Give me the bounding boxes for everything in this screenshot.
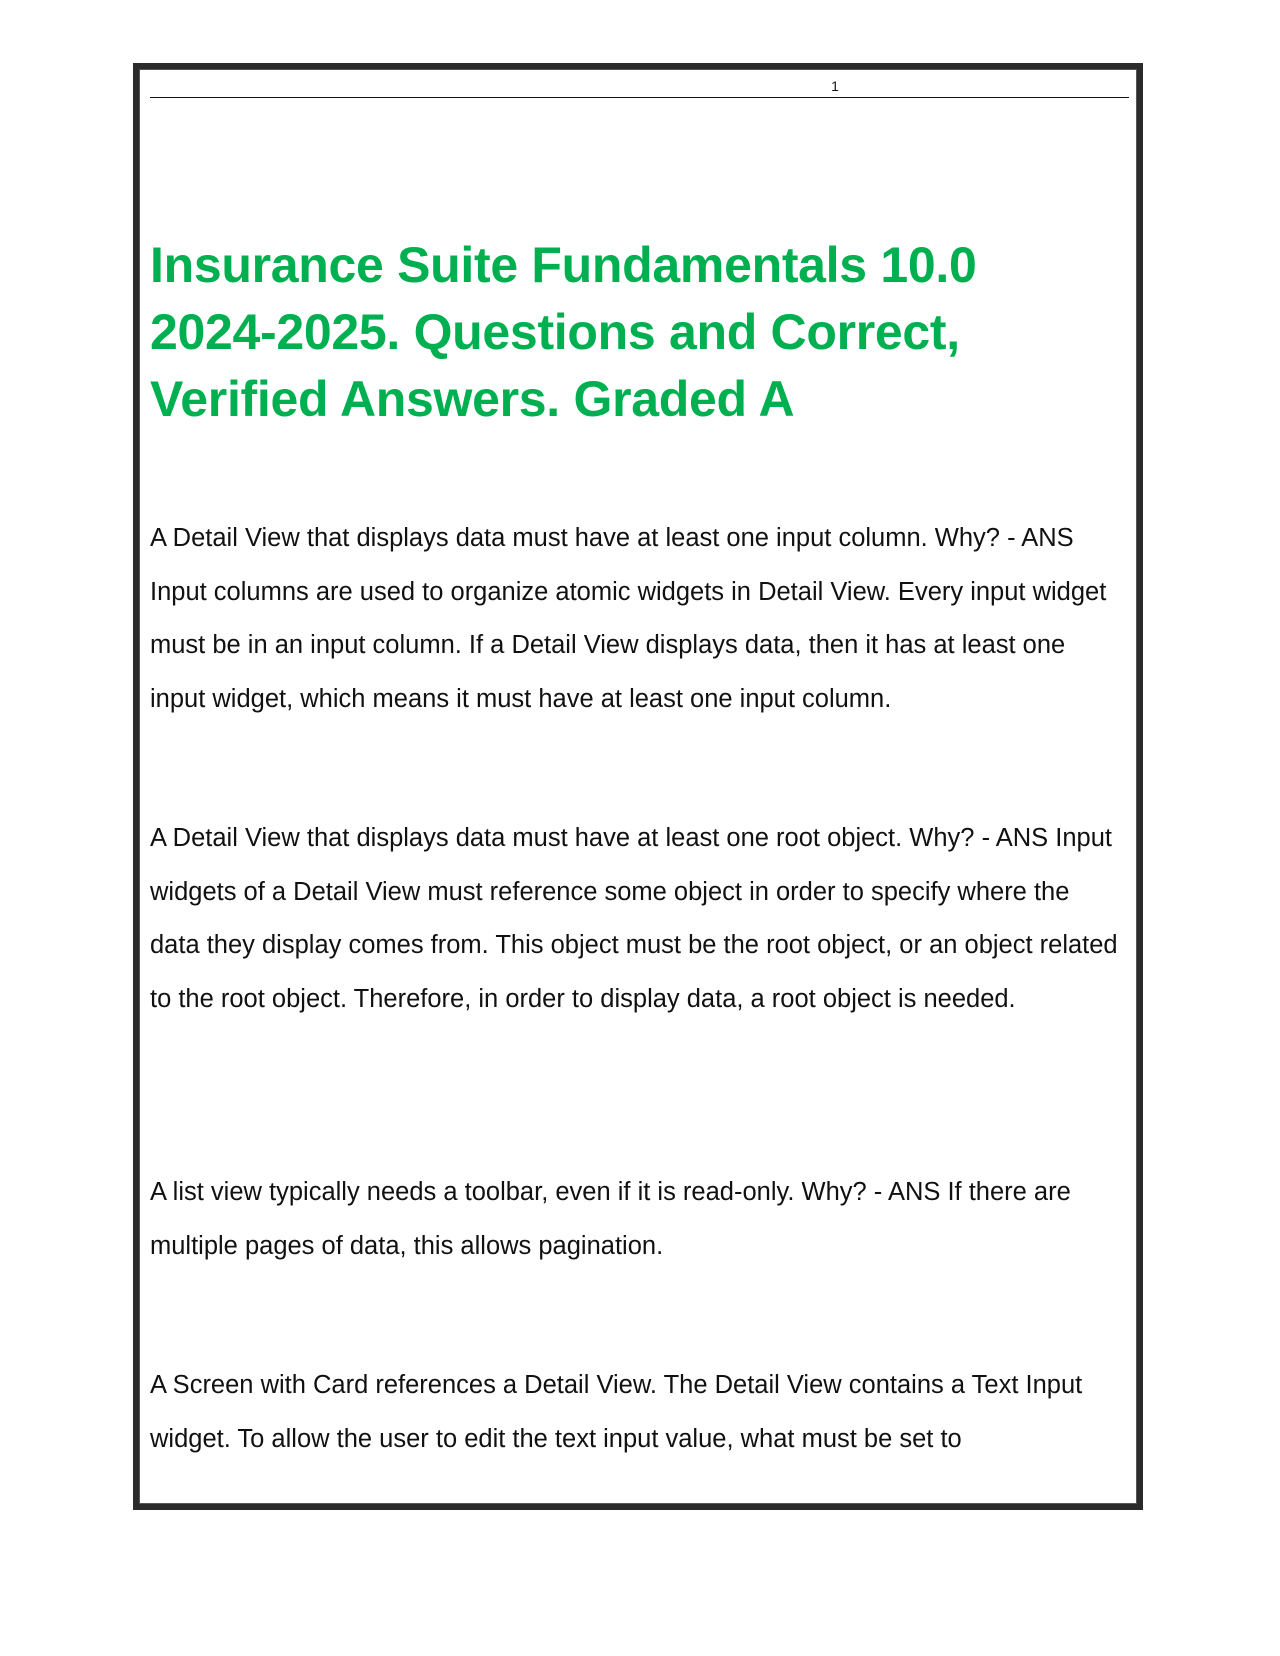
page-number: 1 bbox=[831, 78, 839, 94]
qa-item: A Detail View that displays data must have at least one input column. Why? - ANS Input columns are used to organize atomic widgets in Detail View. Every input widget must be in an input column. If a Detail View displays data, then it has at least one input widget, which means it must have at least one input column. bbox=[150, 524, 1107, 713]
qa-item: A Screen with Card references a Detail View. The Detail View contains a Text Input widget. To allow the user to edit the text input value, what must be set to bbox=[150, 1371, 1083, 1453]
qa-item: A list view typically needs a toolbar, even if it is read-only. Why? - ANS If there are multiple pages of data, this allows pagination. bbox=[150, 1178, 1071, 1260]
qa-item: A Detail View that displays data must have at least one root object. Why? - ANS Input widgets of a Detail View must reference some object in order to specify where the data they display comes from. This object must be the root object, or an object related to the root object. Therefore, in order to display data, a root object is needed. bbox=[150, 824, 1118, 1013]
header-rule bbox=[150, 97, 1129, 98]
document-title: Insurance Suite Fundamentals 10.0 2024-2025. Questions and Correct, Verified Answers. Graded A bbox=[150, 237, 977, 427]
